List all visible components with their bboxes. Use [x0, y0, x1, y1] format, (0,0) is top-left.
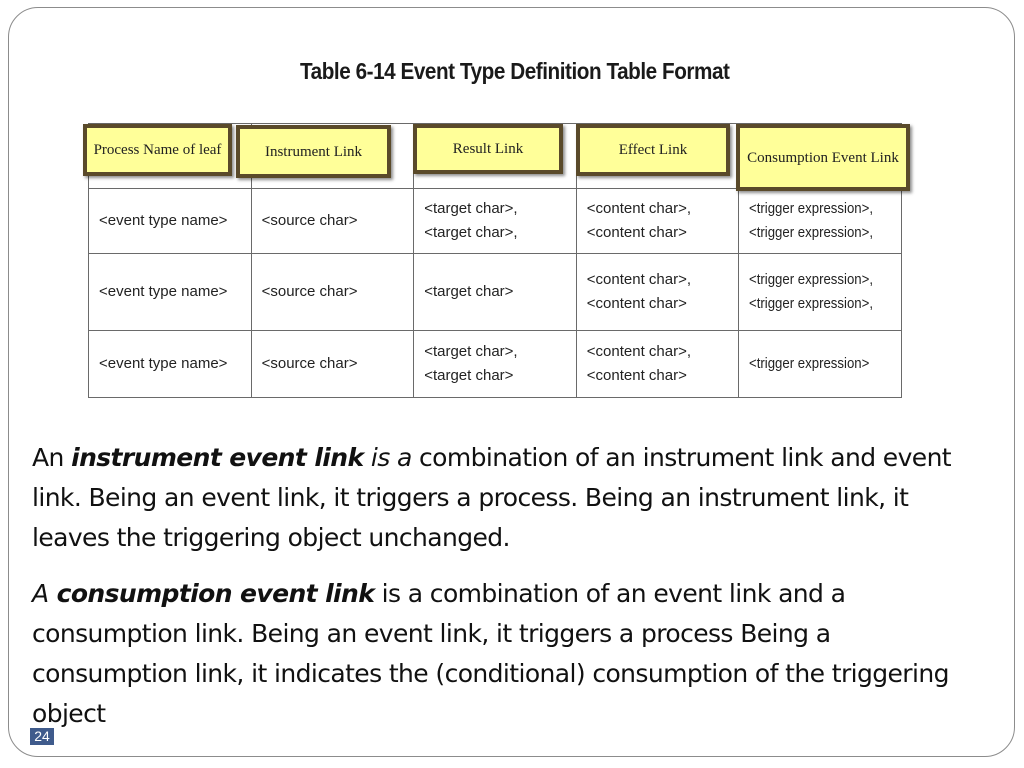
- table-row: [89, 331, 902, 398]
- effect-cell: <content char>, <content char>: [576, 254, 739, 331]
- source-char-cell: <source char>: [251, 189, 414, 254]
- highlight-result-link: Result Link: [413, 124, 563, 174]
- instrument-event-link-term: instrument event link: [71, 443, 364, 472]
- instrument-event-link-paragraph: An instrument event link is a combination of an instrument link and event link. Being an event link, it triggers a process. Being an instrument link, it leaves the triggering object unchanged.: [32, 443, 952, 552]
- effect-cell: <content char>, <content char>: [576, 189, 739, 254]
- trigger-cell: <trigger expression>: [739, 331, 902, 398]
- result-cell: <target char>, <target char>,: [414, 189, 577, 254]
- page-number: 24: [30, 728, 54, 745]
- trigger-cell: <trigger expression>, <trigger expression>,: [739, 254, 902, 331]
- trigger-cell: <trigger expression>, <trigger expression>,: [739, 189, 902, 254]
- consumption-event-link-paragraph: A consumption event link is a combination of an event link and a consumption link. Being an event link, it triggers a process Being a consumption link, it indicates the (conditional) consumption of the triggering object: [32, 579, 949, 728]
- event-type-name-cell: <event type name>: [89, 254, 252, 331]
- event-type-name-cell: <event type name>: [89, 331, 252, 398]
- result-cell: <target char>, <target char>: [414, 331, 577, 398]
- table-row: [89, 189, 902, 254]
- source-char-cell: <source char>: [251, 254, 414, 331]
- table-row: [89, 254, 902, 331]
- consumption-event-link-term: consumption event link: [48, 579, 375, 608]
- table-title: Table 6-14 Event Type Definition Table Format: [300, 58, 730, 84]
- highlight-instrument-link: Instrument Link: [236, 125, 391, 178]
- result-cell: <target char>: [414, 254, 577, 331]
- event-type-name-cell: <event type name>: [89, 189, 252, 254]
- effect-cell: <content char>, <content char>: [576, 331, 739, 398]
- highlight-effect-link: Effect Link: [576, 124, 730, 176]
- highlight-process-name-of-leaf: Process Name of leaf: [83, 124, 232, 176]
- source-char-cell: <source char>: [251, 331, 414, 398]
- highlight-consumption-event-link: Consumption Event Link: [736, 124, 910, 191]
